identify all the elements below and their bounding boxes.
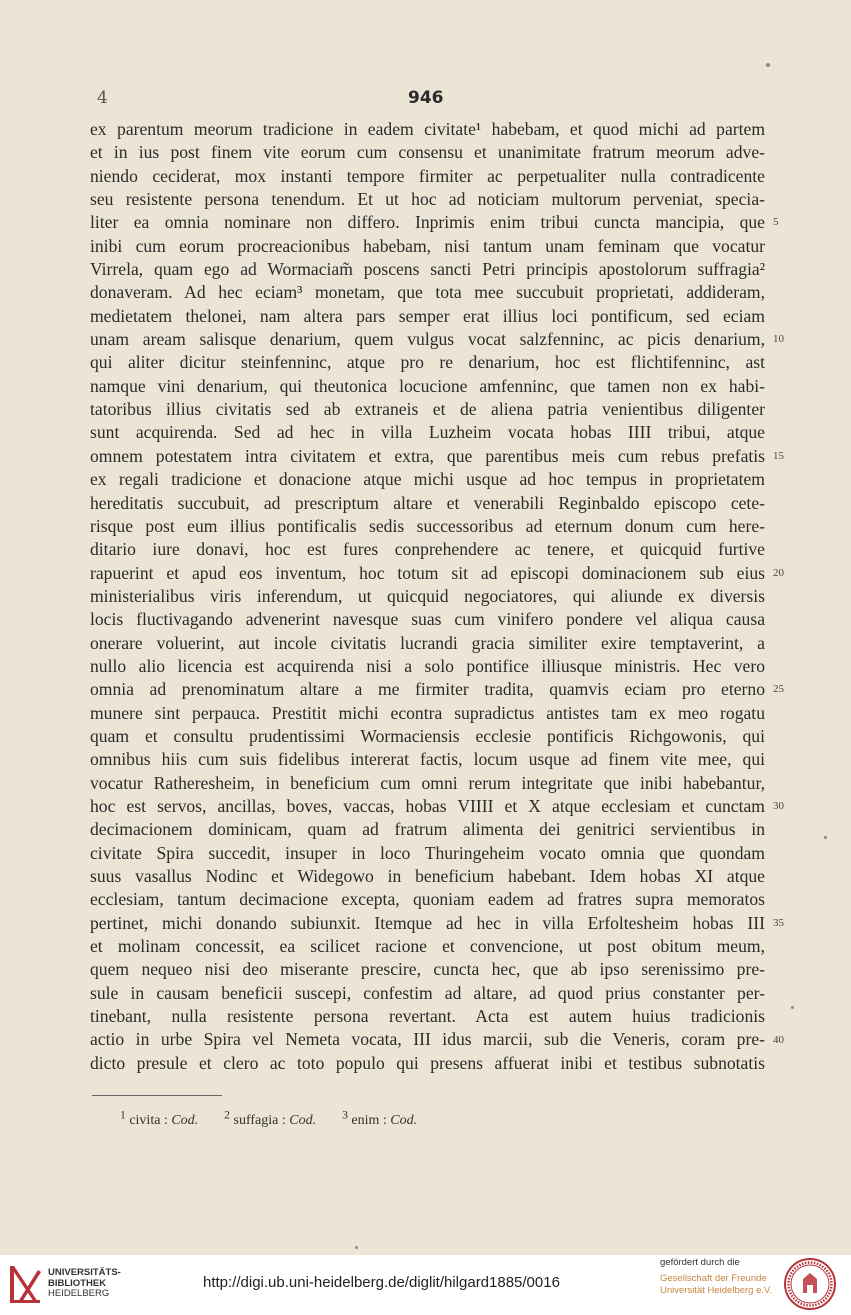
- footnotes: [120, 1108, 443, 1129]
- speck: [824, 836, 827, 839]
- university-seal-icon: [783, 1257, 837, 1311]
- text-line: quem nequeo nisi deo miserante prescire, cuncta hec, que ab ipso serenissimo pre-: [90, 959, 765, 980]
- text-line: tinebant, nulla resistente persona revertant. Acta est autem huius tradicionis: [90, 1006, 765, 1027]
- text-line: ministerialibus viris inferendum, ut quicquid negociatores, qui aliunde ex diversis: [90, 585, 765, 606]
- footnote-text: suffagia :: [233, 1112, 290, 1128]
- footnote: [224, 1108, 317, 1128]
- speck: [791, 1006, 794, 1009]
- footnote: [120, 1108, 199, 1128]
- text-line: et in ius post finem vite eorum cum consensu et unanimitate fratrum meorum adve-: [90, 142, 765, 163]
- permalink-url[interactable]: http://digi.ub.uni-heidelberg.de/diglit/hilgard1885/0016: [203, 1274, 560, 1291]
- footnote-mark: 2: [224, 1108, 230, 1121]
- line-number: 30: [773, 800, 784, 813]
- text-line: omnia ad prenominatum altare a me firmiter tradita, quamvis eciam pro eterno: [90, 679, 765, 700]
- footnote-mark: 3: [342, 1108, 348, 1121]
- text-line: hereditatis succubuit, ad prescriptum altare et venerabili Reginbaldo episcopo cete-: [90, 492, 765, 513]
- text-line: namque vini denarium, qui theutonica locucione amfenninc, que tamen non ex habi-: [90, 375, 765, 396]
- text-line: sunt acquirenda. Sed ad hec in villa Luzheim vocata hobas IIII tribui, atque: [90, 422, 765, 443]
- text-line: medietatem thelonei, nam altera pars semper erat illius loci pontificum, sed eciam: [90, 305, 765, 326]
- text-line: ex regali tradicione et donacione atque michi usque ad hoc tempus in proprietatem: [90, 469, 765, 490]
- society-name-line: Gesellschaft der Freunde: [660, 1273, 767, 1284]
- text-line: Virrela, quam ego ad Wormaciam̃ poscens sancti Petri principis apostolorum suffragia²: [90, 259, 765, 280]
- footnote-source: Cod.: [390, 1112, 418, 1128]
- speck: [355, 1246, 358, 1249]
- society-name-line: Universität Heidelberg e.V.: [660, 1285, 773, 1296]
- text-line: munere sint perpauca. Prestitit michi econtra supradictus antistes tam ex meo rogatu: [90, 702, 765, 723]
- text-line: tatoribus illius civitatis sed ab extraneis et de aliena patria venientibus diligenter: [90, 399, 765, 420]
- line-number: 5: [773, 216, 779, 229]
- footnote-text: enim :: [351, 1112, 391, 1128]
- library-name-line: HEIDELBERG: [48, 1288, 110, 1299]
- text-line: risque post eum illius pontificalis sedis successoribus ad eternum donum cum here-: [90, 515, 765, 536]
- line-number: 25: [773, 683, 784, 696]
- margin-mark: 4: [97, 88, 108, 108]
- text-line: hoc est servos, ancillas, boves, vaccas, hobas VIIII et X atque ecclesiam et cunctam: [90, 795, 765, 816]
- speck: [766, 63, 770, 67]
- line-number: 10: [773, 333, 784, 346]
- library-name-line: BIBLIOTHEK: [48, 1277, 107, 1289]
- text-line: seu resistente persona tenendum. Et ut hoc ad noticiam multorum perveniat, specia-: [90, 189, 765, 210]
- text-line: qui aliter dicitur steinfenninc, atque pro re denarium, hoc est flichtifenninc, ast: [90, 352, 765, 373]
- body-text: [90, 118, 765, 1075]
- text-line: sule in causam beneficii suscepi, confestim ad altare, ad quod prius constanter per-: [90, 982, 765, 1003]
- text-line: actio in urbe Spira vel Nemeta vocata, III idus marcii, sub die Veneris, coram pre-: [90, 1029, 765, 1050]
- text-line: ecclesiam, tantum decimacione excepta, quoniam eadem ad fratres supra memoratos: [90, 889, 765, 910]
- footnote-mark: 1: [120, 1108, 126, 1121]
- text-line: niendo ceciderat, mox instanti tempore firmiter ac perpetualiter nulla contradicente: [90, 165, 765, 186]
- text-line: civitate Spira succedit, insuper in loco Thuringeheim vocato omnia que quondam: [90, 842, 765, 863]
- text-line: ex parentum meorum tradicione in eadem civitate¹ habebam, et quod michi ad partem: [90, 119, 765, 139]
- text-line: suus vasallus Nodinc et Widegowo in beneficium habebant. Idem hobas XI atque: [90, 866, 765, 886]
- text-line: unam aream salisque denarium, quem vulgus vocat salzfenninc, ac picis denarium,: [90, 329, 765, 350]
- library-logo-icon: [8, 1262, 44, 1306]
- text-line: omnibus hiis cum suis fidelibus intererat factis, locum usque ad finem vite mee, qui: [90, 749, 765, 770]
- footnote-rule: [92, 1095, 222, 1096]
- society-name: [660, 1273, 772, 1297]
- text-line: nullo alio licencia est acquirenda nisi a solo pontifice illiusque ministris. Hec vero: [90, 655, 765, 676]
- text-line: et molinam concessit, ea scilicet racione et convencione, ut post obitum meum,: [90, 936, 765, 957]
- text-line: vocatur Ratheresheim, in beneficium cum omni rerum integritate que inibi habebantur,: [90, 772, 765, 793]
- line-number: 20: [773, 566, 784, 579]
- text-line: locis fluctivagando advenerint navesque suas cum vinifero pondere vel aliqua causa: [90, 609, 765, 630]
- funded-by-label: gefördert durch die: [660, 1257, 740, 1268]
- text-line: rapuerint et apud eos inventum, hoc totum sit ad episcopi dominacionem sub eius: [90, 562, 765, 583]
- footnote-source: Cod.: [171, 1112, 199, 1128]
- text-line: pertinet, michi donando subiunxit. Itemque ad hec in villa Erfoltesheim hobas III: [90, 912, 765, 933]
- line-number: 15: [773, 449, 784, 462]
- text-line: onerare voluerint, aut incole civitatis lucrandi gracia similiter exire temptaverint, a: [90, 632, 765, 653]
- text-line: dicto presule et clero ac toto populo qui presens affuerat inibi et testibus subnotatis: [90, 1052, 765, 1073]
- line-number: 40: [773, 1033, 784, 1046]
- footnote-text: civita :: [129, 1112, 172, 1128]
- text-line: donaveram. Ad hec eciam³ monetam, que tota mee succubuit proprietati, addideram,: [90, 282, 765, 303]
- text-line: liter ea omnia nominare non differo. Inprimis enim tribui cuncta mancipia, que: [90, 212, 765, 233]
- text-line: decimacionem dominicam, quam ad fratrum alimenta dei genitrici servientibus in: [90, 819, 765, 840]
- library-name-line: UNIVERSITÄTS-: [48, 1267, 121, 1278]
- footnote: [342, 1108, 418, 1128]
- text-line: inibi cum eorum procreacionibus habebam, nisi tantum unam feminam que vocatur: [90, 235, 765, 256]
- page-number: 946: [408, 88, 444, 108]
- library-name: [48, 1268, 121, 1300]
- text-line: quam et consultu prudentissimi Wormaciensis ecclesie pontificis Richgowonis, qui: [90, 725, 765, 746]
- footnote-source: Cod.: [289, 1112, 317, 1128]
- text-line: ditario iure donavi, hoc est fures conprehendere ac tenere, et quicquid furtive: [90, 539, 765, 560]
- line-number: 35: [773, 916, 784, 929]
- text-line: omnem potestatem intra civitatem et extra, que parentibus meis cum rebus prefatis: [90, 445, 765, 466]
